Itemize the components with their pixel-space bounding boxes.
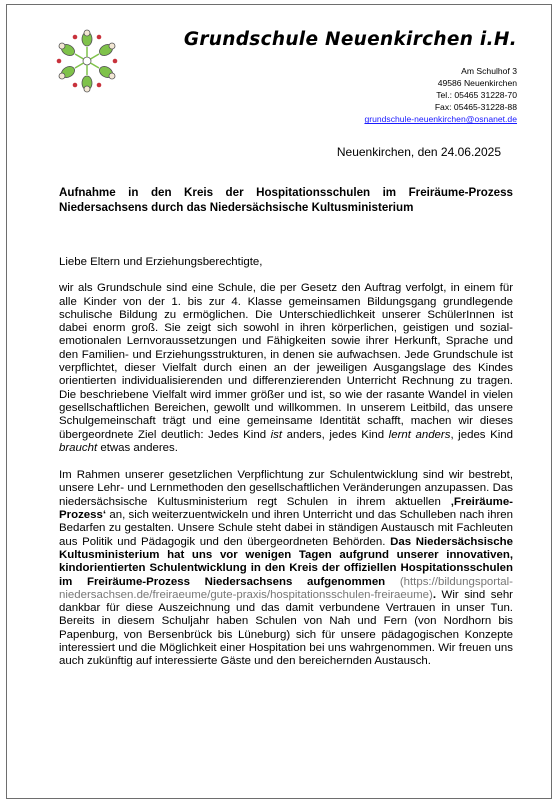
emphasis-braucht: braucht: [59, 441, 98, 454]
city-line: 49586 Neuenkirchen: [437, 78, 517, 89]
paragraph-text: anders, jedes Kind: [282, 428, 389, 441]
letter-page: [6, 4, 552, 799]
bold-announcement: Das Niedersächsische Kultusministerium hat uns vor wenigen Tagen aufgrund unserer innovativen, kindorientierten Schulentwicklung in den Kreis der offiziellen Hospitationsschulen im Freiräume-Prozess Niedersachsens aufgenommen: [59, 535, 513, 588]
school-name: Grundschule Neuenkirchen i.H.: [183, 29, 517, 50]
paragraph-text: wir als Grundschule sind eine Schule, die per Gesetz den Auftrag verfolgt, in einem für alle Kinder von der 1. bis zur 4. Klasse gemeinsamen Bildungsgang grundlegende schulische Bildung zu ermöglichen. Die Unterschiedlichkeit unserer SchülerInnen ist dabei enorm groß. Sie zeigt sich sowohl in ihren körperlichen, geistigen und sozial-emotionalen Lernvoraussetzungen und Fähigkeiten sowie ihrer Herkunft, Sprache und den Familien- und Erziehungsstrukturen, in denen sie aufwachsen. Jede Grundschule ist verpflichtet, dieser Vielfalt durch einen an der jeweiligen Ausgangslage des Kindes orientierten individualisierenden und differenzierenden Unterricht Rechnung zu tragen. Die beschriebene Vielfalt wird immer größer und ist, so wie der rasante Wandel in vielen gesellschaftlichen Bereichen, gewollt und willkommen. In unserem Leitbild, das unsere Schulgemeinschaft trägt und eine gemeinsame Identität schafft, machen wir dieses übergeordnete Ziel deutlich: Jedes Kind: [59, 282, 513, 441]
paragraph-text: Im Rahmen unserer gesetzlichen Verpflichtung zur Schulentwicklung sind wir bestrebt, unsere Lehr- und Lernmethoden den gesellschaftlichen Veränderungen anzupassen. Das niedersächsische Kultusministerium regt Schulen in ihrem aktuellen: [59, 469, 513, 508]
paragraph-diversity: [59, 282, 513, 455]
paragraph-hospitation: [59, 469, 513, 668]
bold-period: .: [432, 588, 437, 601]
greeting: Liebe Eltern und Erziehungsberechtigte,: [59, 256, 263, 268]
bold-freiraeume-prozess: ‚Freiräume-Prozess‘: [59, 495, 513, 522]
paragraph-text: an, sich weiterzuentwickeln und ihren Unterricht und das Schulleben nach ihren Bedarfen zu gestalten. Unsere Schule steht dabei in ständigen Austausch mit Fachleuten aus Politik und Pädagogik und den übergeordneten Behörden.: [59, 509, 513, 548]
email-link[interactable]: grundschule-neuenkirchen@osnanet.de: [364, 114, 517, 125]
letter-subject: Aufnahme in den Kreis der Hospitationsschulen im Freiräume-Prozess Niedersachsens durch das Niedersächsische Kultusministerium: [59, 186, 513, 214]
paragraph-text: , jedes Kind: [450, 428, 513, 441]
fax-line: Fax: 05465-31228-88: [434, 102, 517, 113]
bildungsportal-url[interactable]: (https://bildungsportal-niedersachsen.de/freiraeume/gute-praxis/hospitationsschulen-freiraeume): [59, 575, 513, 601]
emphasis-lernt-anders: lernt anders: [388, 428, 451, 441]
letter-body: [59, 256, 513, 669]
street-line: Am Schulhof 3: [461, 66, 517, 76]
emphasis-ist: ist: [270, 428, 283, 441]
address-block: [364, 65, 517, 125]
phone-line: Tel.: 05465 31228-70: [436, 90, 517, 101]
paragraph-text: etwas anderes.: [97, 441, 178, 454]
school-logo: [53, 27, 121, 95]
paragraph-text: Wir sind sehr dankbar für diese Auszeichnung und das damit verbundene Vertrauen in unser Tun. Bereits in diesem Schuljahr haben Schulen von Nah und Fern (von Nordhorn bis Papenburg, von Bersenbrück bis Lüneburg) sich für unsere pädagogischen Konzepte interessiert und die Möglichkeit einer Hospitation bei uns wahrgenommen. Wir freuen uns auch zukünftig auf interessierte Gäste und den bereichernden Austausch.: [59, 588, 513, 668]
letter-date: Neuenkirchen, den 24.06.2025: [336, 145, 501, 159]
